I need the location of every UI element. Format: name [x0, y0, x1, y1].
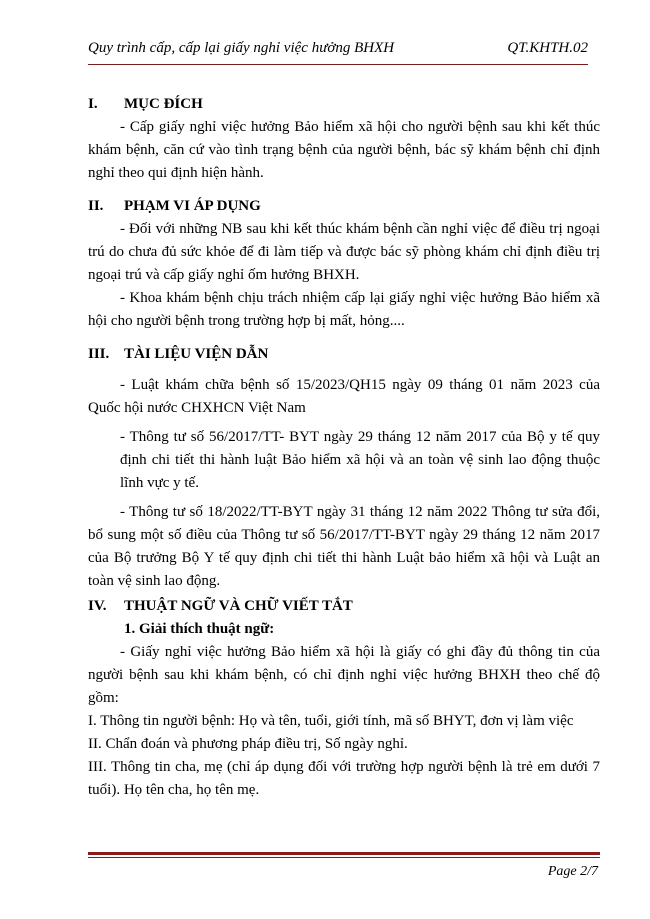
footer-divider-thin [88, 857, 600, 858]
header-divider [88, 64, 588, 65]
page-header [88, 40, 588, 62]
paragraph: - Khoa khám bệnh chịu trách nhiệm cấp lại giấy nghỉ việc hưởng Bảo hiểm xã hội cho người bệnh trong trường hợp bị mất, hỏng.... [88, 290, 600, 329]
section-terms [88, 595, 600, 802]
paragraph: - Cấp giấy nghỉ việc hưởng Bảo hiểm xã hội cho người bệnh sau khi kết thúc khám bệnh, căn cứ vào tình trạng bệnh của người bệnh, bác sỹ khám bệnh chỉ định nghỉ theo qui định hiện hành. [88, 119, 600, 181]
section-number: IV. [88, 598, 107, 614]
document-body [88, 93, 600, 804]
paragraph: - Giấy nghỉ việc hưởng Bảo hiểm xã hội là giấy có ghi đầy đủ thông tin của người bệnh sau khi khám bệnh, có chỉ định nghỉ việc hưởng BHXH theo chế độ gồm: [88, 644, 600, 706]
section-scope [88, 195, 600, 333]
section-title: THUẬT NGỮ VÀ CHỮ VIẾT TẮT [124, 598, 353, 614]
section-references [88, 343, 600, 593]
section-heading [88, 195, 600, 218]
list-item: III. Thông tin cha, mẹ (chỉ áp dụng đối với trường hợp người bệnh là trẻ em dưới 7 tuổi). Họ tên cha, họ tên mẹ. [88, 759, 600, 798]
reference-item: - Luật khám chữa bệnh số 15/2023/QH15 ngày 09 tháng 01 năm 2023 của Quốc hội nước CHXHCN Việt Nam [88, 377, 600, 416]
paragraph: - Đối với những NB sau khi kết thúc khám bệnh cần nghỉ việc để điều trị ngoại trú do chưa đủ sức khỏe để đi làm tiếp và được bác sỹ phòng khám chỉ định điều trị ngoại trú và cấp giấy nghỉ ốm hưởng BHXH. [88, 221, 600, 283]
section-title: MỤC ĐÍCH [124, 96, 203, 112]
section-number: II. [88, 198, 104, 214]
section-heading [88, 93, 600, 116]
document-title: Quy trình cấp, cấp lại giấy nghỉ việc hưởng BHXH [88, 40, 395, 56]
subsection-title: 1. Giải thích thuật ngữ: [124, 621, 275, 637]
reference-item: - Thông tư số 56/2017/TT- BYT ngày 29 tháng 12 năm 2017 của Bộ y tế quy định chi tiết thi hành luật Bảo hiểm xã hội và an toàn vệ sinh lao động thuộc lĩnh vực y tế. [120, 429, 600, 491]
page-number: Page 2/7 [547, 864, 598, 879]
section-title: TÀI LIỆU VIỆN DẪN [124, 346, 269, 362]
reference-item: - Thông tư số 18/2022/TT-BYT ngày 31 tháng 12 năm 2022 Thông tư sửa đổi, bổ sung một số điều của Thông tư số 56/2017/TT-BYT ngày 29 tháng 12 năm 2017 của Bộ trưởng Bộ Y tế quy định chi tiết thi hành Luật bảo hiểm xã hội và Luật an toàn vệ sinh lao động. [88, 504, 600, 589]
footer-divider-thick [88, 852, 600, 855]
list-item: II. Chẩn đoán và phương pháp điều trị, Số ngày nghỉ. [88, 736, 408, 752]
document-code: QT.KHTH.02 [507, 40, 588, 56]
section-heading [88, 595, 600, 618]
section-title: PHẠM VI ÁP DỤNG [124, 198, 261, 214]
list-item: I. Thông tin người bệnh: Họ và tên, tuổi, giới tính, mã số BHYT, đơn vị làm việc [88, 713, 574, 729]
section-number: III. [88, 346, 110, 362]
section-purpose [88, 93, 600, 185]
section-number: I. [88, 96, 98, 112]
section-heading [88, 343, 600, 366]
